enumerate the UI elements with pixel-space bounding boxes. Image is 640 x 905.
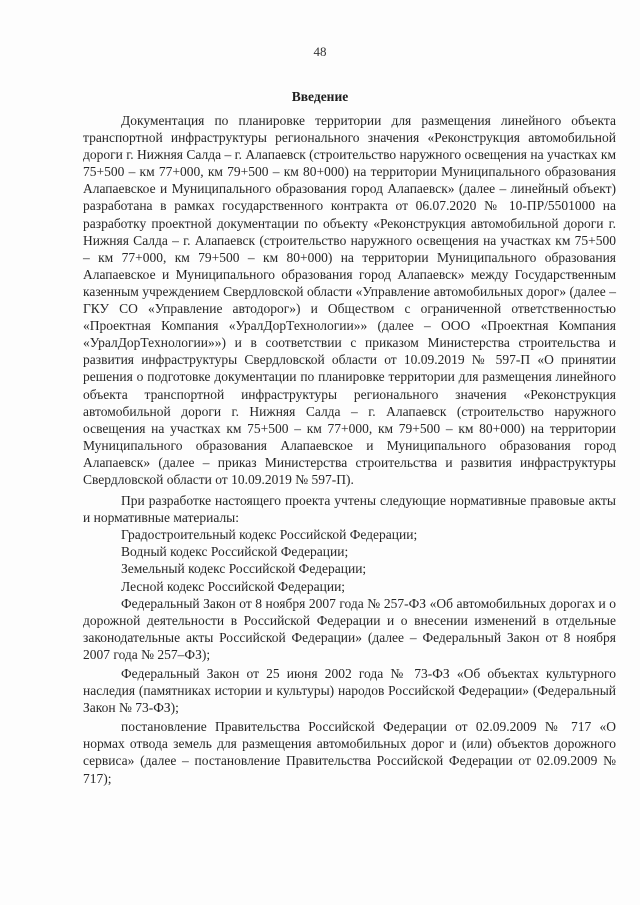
regulation-item: Лесной кодекс Российской Федерации;: [121, 578, 346, 594]
document-body: [83, 112, 616, 787]
section-heading: Введение: [291, 89, 349, 104]
intro-paragraph: Документация по планировке территории для размещения линейного объекта транспортной инфраструктуры регионального значения «Реконструкция автомобильной дороги г. Нижняя Салда – г. Алапаевск (строительство наружного освещения на участках км 75+500 – км 77+000, км 79+500 – км 80+000) на территории Муниципального образования Алапаевское и Муниципального образования город Алапаевск» (далее – линейный объект) разработана в рамках государственного контракта от 06.07.2020 № 10-ПР/5501000 на разработку проектной документации по объекту «Реконструкция автомобильной дороги г. Нижняя Салда – г. Алапаевск (строительство наружного освещения на участках км 75+500 – км 77+000, км 79+500 – км 80+000) на территории Муниципального образования Алапаевское и Муниципального образования город Алапаевск» между Государственным казенным учреждением Свердловской области «Управление автомобильных дорог» (далее – ГКУ СО «Управление автодорог») и Обществом с ограниченной ответственностью «Проектная Компания «УралДорТехнологии»» (далее – ООО «Проектная Компания «УралДорТехнологии»») и в соответствии с приказом Министерства строительства и развития инфраструктуры Свердловской области от 10.09.2019 № 597-П «О принятии решения о подготовке документации по планировке территории для размещения линейного объекта транспортной инфраструктуры регионального значения «Реконструкция автомобильной дороги г. Нижняя Салда – г. Алапаевск (строительство наружного освещения на участках км 75+500 – км 77+000, км 79+500 – км 80+000) на территории Муниципального образования Алапаевское и Муниципального образования город Алапаевск» (далее – приказ Министерства строительства и развития инфраструктуры Свердловской области от 10.09.2019 № 597-П).: [83, 113, 616, 487]
regulation-item: Федеральный Закон от 8 ноября 2007 года № 257-ФЗ «Об автомобильных дорогах и о дорожной деятельности в Российской Федерации и о внесении изменений в отдельные законодательные акты Российской Федерации» (далее – Федеральный Закон от 8 ноября 2007 года № 257–ФЗ);: [83, 595, 616, 662]
regulation-item: Федеральный Закон от 25 июня 2002 года № 73-ФЗ «Об объектах культурного наследия (памятниках истории и культуры) народов Российской Федерации» (Федеральный Закон № 73-ФЗ);: [83, 666, 616, 716]
page-number: 48: [313, 44, 327, 59]
regulation-item: Земельный кодекс Российской Федерации;: [121, 561, 367, 577]
regulation-item: Водный кодекс Российской Федерации;: [121, 544, 349, 560]
regulation-item: постановление Правительства Российской Федерации от 02.09.2009 № 717 «О нормах отвода земель для размещения автомобильных дорог и (или) объектов дорожного сервиса» (далее – постановление Правительства Российской Федерации от 02.09.2009 № 717);: [83, 719, 616, 786]
regulations-intro-paragraph: При разработке настоящего проекта учтены следующие нормативные правовые акты и нормативные материалы:: [83, 493, 616, 526]
regulation-item: Градостроительный кодекс Российской Федерации;: [121, 527, 418, 543]
